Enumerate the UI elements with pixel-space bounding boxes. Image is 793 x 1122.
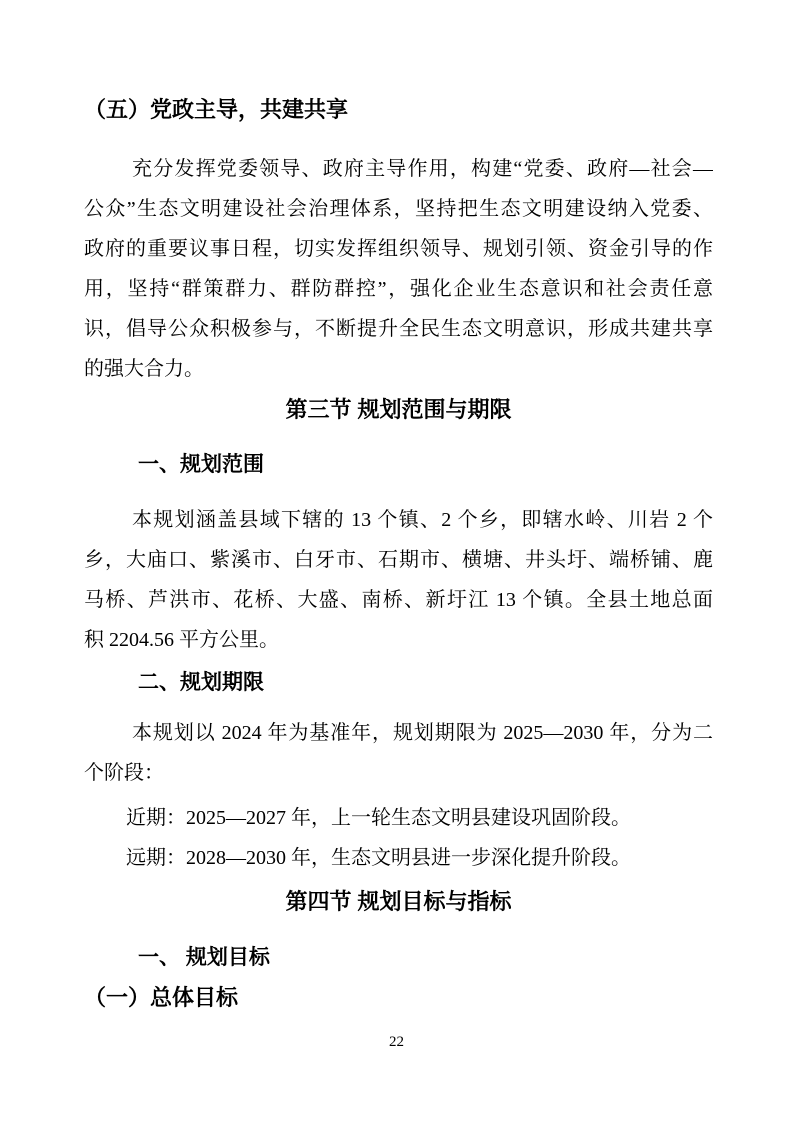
- paragraph1-line: 的强大合力。: [84, 358, 204, 380]
- long-term-line: 远期：2028—2030 年，生态文明县进一步深化提升阶段。: [126, 847, 631, 869]
- heading-overall-goal: （一）总体目标: [84, 985, 239, 1010]
- heading-sub-planning-goals: 一、 规划目标: [138, 946, 270, 969]
- page-number: 22: [389, 1034, 404, 1050]
- paragraph2-line: 积 2204.56 平方公里。: [84, 629, 279, 651]
- heading-section3: 第三节 规划范围与期限: [285, 397, 512, 422]
- heading-sub-planning-period: 二、规划期限: [138, 671, 264, 694]
- paragraph2-line: 本规划涵盖县域下辖的 13 个镇、2 个乡，即辖水岭、川岩 2 个: [132, 509, 713, 531]
- paragraph1-line: 识，倡导公众积极参与，不断提升全民生态文明意识，形成共建共享: [84, 318, 713, 340]
- paragraph1-line: 政府的重要议事日程，切实发挥组织领导、规划引领、资金引导的作: [84, 238, 713, 260]
- near-term-line: 近期：2025—2027 年，上一轮生态文明县建设巩固阶段。: [126, 807, 631, 829]
- paragraph3-line: 本规划以 2024 年为基准年，规划期限为 2025—2030 年，分为二: [132, 722, 713, 744]
- paragraph3-line: 个阶段：: [84, 762, 164, 784]
- paragraph2-line: 乡，大庙口、紫溪市、白牙市、石期市、横塘、井头圩、端桥铺、鹿: [84, 549, 713, 571]
- paragraph2-line: 马桥、芦洪市、花桥、大盛、南桥、新圩江 13 个镇。全县土地总面: [84, 589, 713, 611]
- paragraph1-line: 公众”生态文明建设社会治理体系，坚持把生态文明建设纳入党委、: [84, 198, 713, 220]
- heading-section4: 第四节 规划目标与指标: [285, 889, 512, 914]
- paragraph1-line: 用，坚持“群策群力、群防群控”，强化企业生态意识和社会责任意: [84, 278, 713, 300]
- paragraph1-line: 充分发挥党委领导、政府主导作用，构建“党委、政府—社会—: [132, 158, 713, 180]
- heading-section5: （五）党政主导，共建共享: [84, 97, 349, 122]
- heading-sub-planning-scope: 一、规划范围: [138, 453, 264, 476]
